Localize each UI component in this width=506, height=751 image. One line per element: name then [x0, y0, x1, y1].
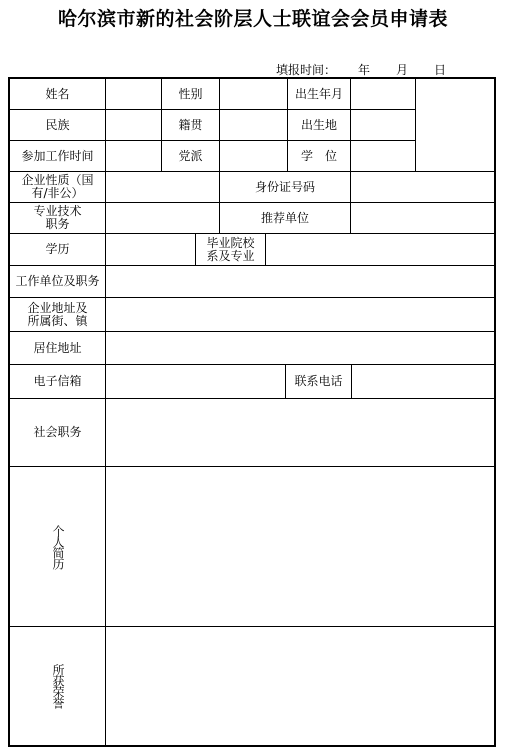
label-company-address: 企业地址及所属街、镇: [10, 298, 106, 332]
fill-date-day: 日: [434, 63, 447, 77]
label-awards: 所获荣誉: [51, 664, 65, 708]
application-form-table: [8, 77, 496, 747]
label-birth-date: 出生年月: [288, 79, 351, 110]
field-home-address[interactable]: [106, 332, 494, 365]
field-gender[interactable]: [220, 79, 288, 110]
label-social-positions: 社会职务: [10, 399, 106, 467]
field-awards[interactable]: [106, 627, 494, 745]
field-birth-date[interactable]: [351, 79, 416, 110]
field-recommender[interactable]: [351, 203, 494, 234]
label-recommender: 推荐单位: [220, 203, 351, 234]
label-school-major: 毕业院校系及专业: [196, 234, 266, 266]
field-ethnicity[interactable]: [106, 110, 162, 141]
label-employer-position: 工作单位及职务: [10, 266, 106, 298]
label-awards-cell: [10, 627, 106, 745]
field-party[interactable]: [220, 141, 288, 172]
label-home-address: 居住地址: [10, 332, 106, 365]
fill-date-year: 年: [358, 63, 371, 77]
label-education: 学历: [10, 234, 106, 266]
label-id-number: 身份证号码: [220, 172, 351, 203]
field-email[interactable]: [106, 365, 286, 399]
fill-date-month: 月: [396, 63, 409, 77]
label-degree: 学 位: [288, 141, 351, 172]
field-employer-position[interactable]: [106, 266, 494, 298]
label-tech-title: 专业技术职务: [10, 203, 106, 234]
label-birthplace: 出生地: [288, 110, 351, 141]
field-name[interactable]: [106, 79, 162, 110]
label-enterprise-type: 企业性质（国有/非公）: [10, 172, 106, 203]
label-name: 姓名: [10, 79, 106, 110]
label-work-start: 参加工作时间: [10, 141, 106, 172]
field-company-address[interactable]: [106, 298, 494, 332]
field-native-place[interactable]: [220, 110, 288, 141]
field-school-major[interactable]: [266, 234, 494, 266]
field-social-positions[interactable]: [106, 399, 494, 467]
fill-date-line: [276, 61, 446, 78]
label-email: 电子信箱: [10, 365, 106, 399]
field-tech-title[interactable]: [106, 203, 220, 234]
field-birthplace[interactable]: [351, 110, 416, 141]
form-title: 哈尔滨市新的社会阶层人士联谊会会员申请表: [57, 8, 448, 30]
photo-area[interactable]: [416, 79, 494, 172]
label-resume-cell: [10, 467, 106, 627]
field-phone[interactable]: [352, 365, 494, 399]
label-resume: 个人简历: [51, 524, 65, 569]
field-id-number[interactable]: [351, 172, 494, 203]
field-enterprise-type[interactable]: [106, 172, 220, 203]
label-phone: 联系电话: [286, 365, 352, 399]
fill-date-label: 填报时间：: [276, 63, 337, 77]
label-gender: 性别: [162, 79, 220, 110]
field-education[interactable]: [106, 234, 196, 266]
field-work-start[interactable]: [106, 141, 162, 172]
field-degree[interactable]: [351, 141, 416, 172]
label-ethnicity: 民族: [10, 110, 106, 141]
field-resume[interactable]: [106, 467, 494, 627]
label-party: 党派: [162, 141, 220, 172]
label-native-place: 籍贯: [162, 110, 220, 141]
